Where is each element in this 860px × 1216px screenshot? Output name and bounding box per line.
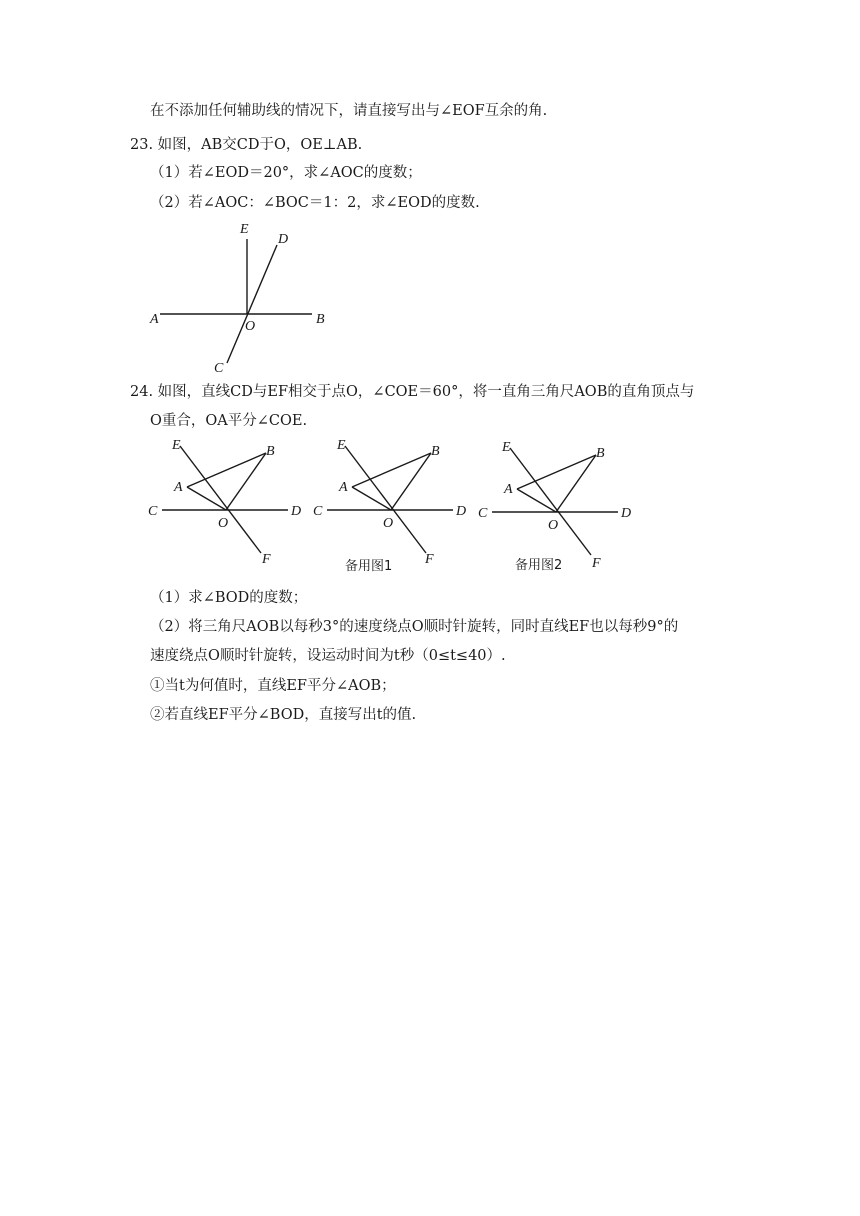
q24-stem-text: 如图，直线CD与EF相交于点O，∠COE＝60°，将一直角三角尺AOB的直角顶点与 (157, 384, 695, 400)
svg-text:F: F (262, 552, 271, 567)
q24-number: 24. (130, 384, 154, 400)
q23-stem-text: 如图，AB交CD于O，OE⊥AB. (157, 137, 363, 153)
q24-part1: （1）求∠BOD的度数； (150, 590, 308, 606)
svg-text:B: B (431, 444, 440, 459)
q24-sub1: ①当t为何值时，直线EF平分∠AOB； (150, 678, 396, 694)
q24-sub2: ②若直线EF平分∠BOD，直接写出t的值. (150, 707, 417, 723)
q24-figure-spare-1 (305, 435, 475, 575)
svg-text:C: C (478, 506, 488, 521)
label-o: O (245, 319, 256, 334)
svg-text:C: C (148, 504, 158, 519)
svg-text:E: E (172, 438, 181, 453)
q24-stem-line1 (130, 382, 694, 402)
line-ef (180, 446, 261, 553)
caption-spare-1: 备用图1 (345, 559, 393, 574)
svg-text:D: D (621, 506, 632, 521)
svg-text:E: E (337, 438, 346, 453)
label-a: A (150, 312, 159, 327)
label-e: E (240, 222, 249, 237)
q24-stem-line2: O重合，OA平分∠COE. (150, 413, 308, 429)
q23-number: 23. (130, 137, 154, 153)
q23-part1: （1）若∠EOD＝20°，求∠AOC的度数； (150, 165, 422, 181)
svg-text:A: A (339, 480, 348, 495)
q24-part2-line2: 速度绕点O顺时针旋转，设运动时间为t秒（0≤t≤40）. (150, 648, 506, 664)
label-d: D (278, 232, 289, 247)
svg-text:B: B (266, 444, 275, 459)
svg-text:O: O (383, 516, 394, 531)
q23-figure (140, 215, 350, 380)
svg-text:F: F (592, 556, 601, 571)
q23-stem (130, 135, 362, 155)
label-c: C (214, 361, 224, 376)
svg-text:D: D (291, 504, 302, 519)
svg-text:A: A (504, 482, 513, 497)
intro-text: 在不添加任何辅助线的情况下，请直接写出与∠EOF互余的角. (150, 103, 548, 119)
svg-text:C: C (313, 504, 323, 519)
svg-text:E: E (502, 440, 511, 455)
svg-text:F: F (425, 552, 434, 567)
svg-text:O: O (218, 516, 229, 531)
q24-part2-line1: （2）将三角尺AOB以每秒3°的速度绕点O顺时针旋转，同时直线EF也以每秒9°的 (150, 619, 679, 635)
label-b: B (316, 312, 325, 327)
q24-figure-main (140, 435, 310, 575)
svg-text:B: B (596, 446, 605, 461)
svg-text:D: D (456, 504, 467, 519)
q24-figure-spare-2 (470, 437, 640, 577)
caption-spare-2: 备用图2 (515, 558, 563, 573)
q23-part2: （2）若∠AOC：∠BOC＝1：2，求∠EOD的度数. (150, 195, 480, 211)
svg-text:A: A (174, 480, 183, 495)
svg-text:O: O (548, 518, 559, 533)
line-cd (227, 245, 277, 363)
